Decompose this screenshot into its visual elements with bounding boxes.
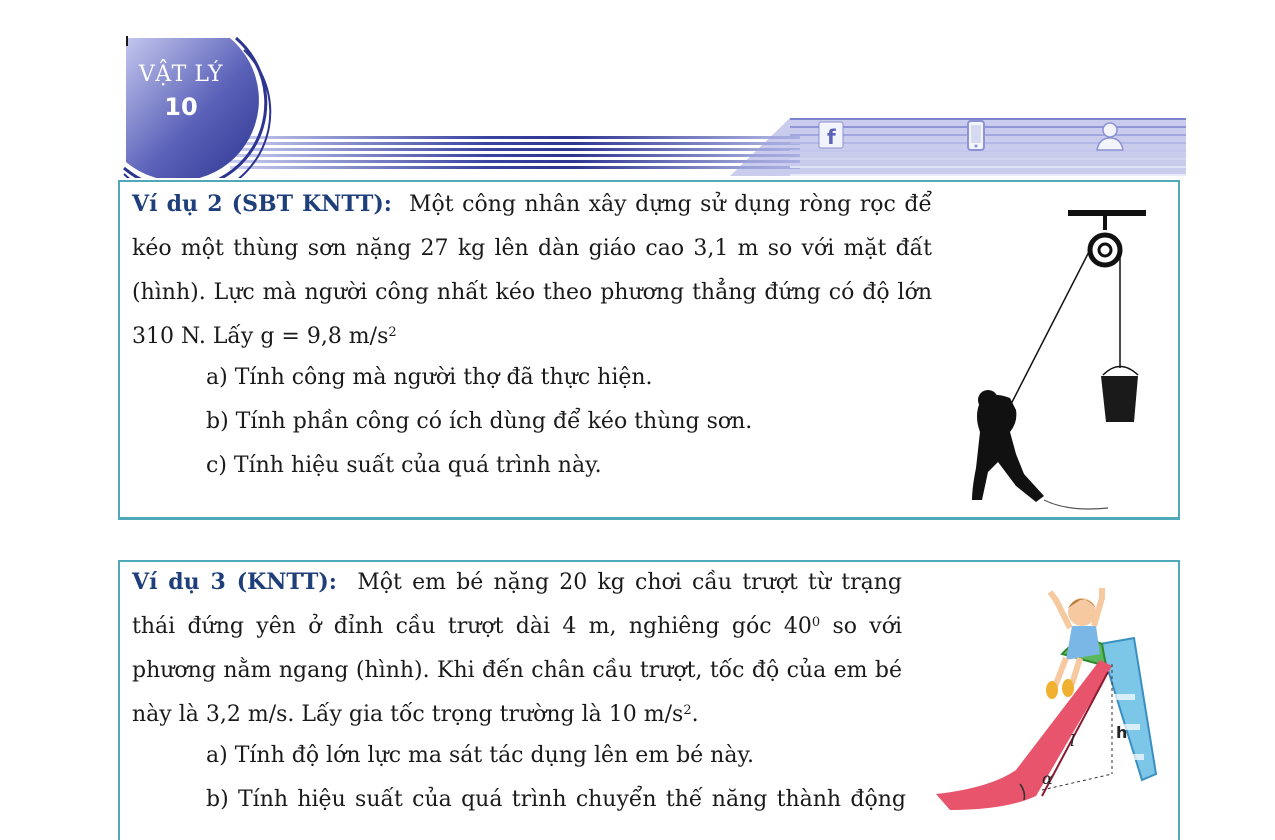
page-header <box>0 0 1275 178</box>
grade-number: 10 <box>164 93 198 121</box>
example-3-item-b: b) Tính hiệu suất của quá trình chuyển thế năng thành động <box>206 787 906 812</box>
facebook-icon[interactable] <box>818 120 844 150</box>
slide-height-label: h <box>1116 723 1128 742</box>
pulley-figure <box>958 200 1158 520</box>
example-2-item-a: a) Tính công mà người thợ đã thực hiện. <box>206 365 653 390</box>
example-2-sup: 2 <box>388 325 397 340</box>
svg-text:f: f <box>827 125 836 149</box>
example-2-box <box>118 180 1180 520</box>
example-2-label: Ví dụ 2 (SBT KNTT): <box>132 191 392 217</box>
example-3-text-end: . <box>691 702 699 727</box>
example-2-text: Một công nhân xây dựng sử dụng ròng rọc để kéo một thùng sơn nặng 27 kg lên dàn giáo cao 3,1 m so với mặt đất (hình). Lực mà người công nhất kéo theo phương thẳng đứng có độ lớn 310 N. Lấy g = 9,8 m/s <box>132 192 932 349</box>
example-3-text-a: Một em bé nặng 20 kg chơi cầu trượt từ trạng thái đứng yên ở đỉnh cầu trượt dài 4 m, nghiêng góc 40 <box>132 570 902 639</box>
user-icon[interactable] <box>1095 120 1125 152</box>
example-3-problem <box>132 560 902 737</box>
example-3-text-b: so với phương nằm ngang (hình). Khi đến chân cầu trượt, tốc độ của em bé này là 3,2 m/s. Lấy gia tốc trọng trường là 10 m/s <box>132 614 903 727</box>
example-2-item-c: c) Tính hiệu suất của quá trình này. <box>206 453 602 478</box>
example-3-box <box>118 560 1180 840</box>
example-3-sup: 2 <box>683 703 692 718</box>
slide-angle-label: α <box>1042 769 1053 788</box>
example-3-label: Ví dụ 3 (KNTT): <box>132 569 337 595</box>
example-3-angle-sup: 0 <box>811 615 821 630</box>
example-2-problem <box>132 182 932 359</box>
subject-title: VẬT LÝ <box>138 62 224 87</box>
slide-length-label: l <box>1070 731 1076 750</box>
slide-figure <box>930 574 1170 824</box>
phone-icon[interactable] <box>966 120 986 152</box>
subject-badge <box>126 60 236 124</box>
example-3-item-a: a) Tính độ lớn lực ma sát tác dụng lên em bé này. <box>206 743 754 768</box>
example-2-item-b: b) Tính phần công có ích dùng để kéo thùng sơn. <box>206 409 753 434</box>
